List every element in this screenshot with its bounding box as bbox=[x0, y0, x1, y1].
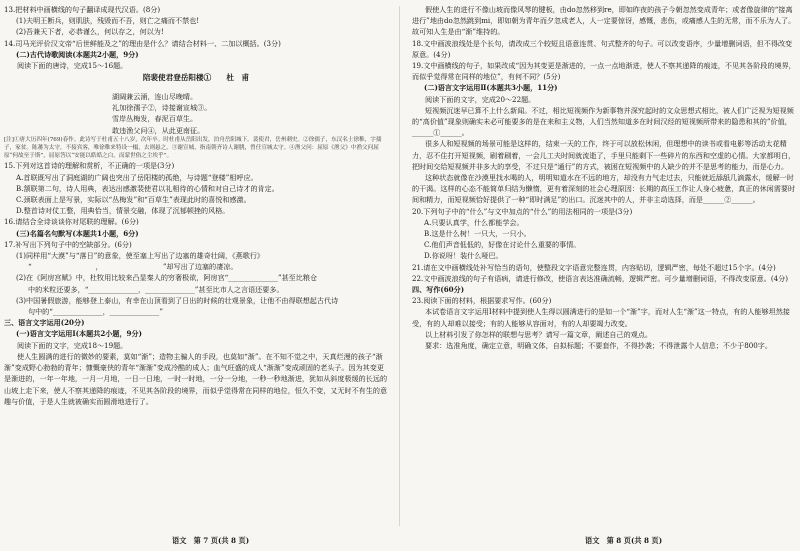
right-text-line: 短视频沉迷早已算不上什么新闻。不过，相比短视频作为新事物并深究起时的文众思想式相比，被人们广泛视为短视频的“高价值”现象则确实未必可能要多的是在来和主义物，人们当然知道多在时间汉经的短视频所带来的隐患和其的”价值，______①______。 bbox=[412, 105, 794, 138]
left-text-line: 敢违渔父问④，从此更南征。 bbox=[112, 125, 205, 135]
left-page-column bbox=[4, 4, 388, 407]
page-divider bbox=[399, 6, 400, 526]
left-text-line: 阅读下面的唐诗，完成15～16题。 bbox=[17, 61, 128, 71]
left-text-line: (1)夫明王断兵，则肌肤，残毁而不吾，则亡之痛而不禁也! bbox=[16, 16, 200, 26]
right-text-line: 以上材料引发了你怎样的联想与思考？请写一篇文章，阐述自己的观点。 bbox=[425, 329, 652, 339]
right-text-line: 很多人和短视频的场景可能是这样的，结束一天的工作，终于可以放松休闲，但理想中的读书或看电影等活动太花精力，忍不住打开短视频，刷着刷着，一会儿工夫时间就流逝了，手里只能剩下一些碎片的东西和空虚的心情。大家都明白，把时间交给短视频并非多大的享受，不过只是“通行”的方式，被困在短视频中的人缺少的并不是思考的能力，而是心力。 bbox=[412, 139, 796, 171]
right-text-line: 阅读下面的文字，完成20～22题。 bbox=[425, 94, 536, 104]
left-text-line: 13.把材料中画横线的句子翻译成现代汉语。(8分) bbox=[4, 5, 161, 14]
left-text-line: 三、语言文字运用(20分) bbox=[4, 318, 85, 328]
right-text-line: 假使人生的进行不像山坡而像风琴的键板，由do忽然移到re，即如昨夜的孩子今朝忽然变成青年；或者像旋律的“接离进行”地由do忽然跳到mi，即如朝为青年而夕忽成老人，人一定要惊讶，感慨，悲伤，或痛感人生的无常，而不乐为人了。故可知人生是由“渐”维持的。 bbox=[412, 5, 796, 37]
right-text-line: 四、写作(60分) bbox=[412, 285, 465, 295]
left-text-line: 湖阔兼云涌，连山尽晚晴。 bbox=[112, 92, 198, 102]
left-text-line: C.颈联表面上是写景，实际以“丛梅发”和“百草生”表现此时的喜悦和感激。 bbox=[16, 195, 251, 205]
right-text-line: D.你说呀！装什么哑巴。 bbox=[424, 251, 503, 261]
left-text-line: 15.下列对这首诗的理解和赏析，不正确的一项是(3分) bbox=[4, 161, 175, 171]
right-text-line: 这种状态就像在沙漠里找水喝的人，明明知道水在不远的地方，却没有力气走过去，只能就近舔舐几滴露水，缓解一时的干渴。这样的心态不能简单归结为懒惰，更有着深刻的社会心理原因：长期的高压工作让人身心疲惫，真正的休闲需要时间和精力，而短视频恰好提供了一种“即时满足”的出口。沉迷其中的人，并非主动选择，而是______②______。 bbox=[412, 173, 796, 205]
left-text-line: 阅读下面的文字，完成18～19题。 bbox=[17, 340, 128, 350]
right-text-line: 20.下列句子中的“什么”与文中加点的“什么”的用法相同的一项是(3分) bbox=[412, 206, 633, 216]
right-text-line: 23.阅读下面的材料，根据要求写作。(60分) bbox=[412, 296, 552, 306]
left-text-line: 16.请结合全诗谈谈你对尾联的理解。(6分) bbox=[4, 217, 139, 227]
right-text-line: 19.文中画横线的句子，如果改成“因为其变更是渐进的，一点一点地渐进，使人不察其递降的痕迹，不见其各阶段的境界，而似乎觉得常在同样的地位”，有何不同？(5分) bbox=[412, 61, 796, 82]
left-text-line: B.颔联第二句，诗人用典，表达出感激裴使君以礼相待的心情和对自己诗才的肯定。 bbox=[16, 183, 279, 193]
right-text-line: 18.文中画波浪线处是个长句，请改成三个较短且语意连贯、句式整齐的句子。可以改变语序，少量增删词语，但不得改变原意。(4分) bbox=[412, 38, 793, 59]
left-text-line: 17.补写出下列句子中的空缺部分。(6分) bbox=[4, 239, 132, 249]
left-text-line: 14.司马光评价汉文帝“后世鲜能及之”的理由是什么？请结合材料一、二加以概括。(3分) bbox=[4, 38, 281, 48]
left-text-line: (2)在《阿房宫赋》中，杜牧用比较来凸显秦人的穷奢极欲，阿房宫“______________”甚至比粮仓 bbox=[16, 273, 318, 283]
right-text-line: (二)语言文字运用Ⅱ(本题共3小题，11分) bbox=[424, 83, 558, 93]
left-text-line: 陪裴使君登岳阳楼① 杜 甫 bbox=[142, 73, 250, 83]
left-text-line: 中的米粒还要多，“______________，______________”甚至比市人之言语还要多。 bbox=[28, 284, 284, 294]
left-text-line: 礼加徐孺子②，诗接谢宣城③。 bbox=[112, 103, 212, 113]
left-text-line: D.整首诗对仗工整，用典恰当，情景交融，体现了沉郁顿挫的风格。 bbox=[16, 206, 230, 216]
left-text-line: (1)同样用“大漠”与“落日”的意象，使至塞上写出了边塞的雄奇壮阔，《燕歌行》 bbox=[16, 251, 265, 261]
right-text-line: 21.请在文中画横线处补写恰当的语句，使整段文字语意完整连贯，内容贴切，逻辑严密，每处不超过15个字。(4分) bbox=[412, 262, 776, 272]
left-text-line: (二)古代诗歌阅读(本题共2小题，9分) bbox=[16, 49, 139, 59]
left-text-line: 使人生圆满的进行的微妙的要素，莫如“渐”；造物主骗人的手段，也莫如“渐”。在不知不觉之中，天真烂漫的孩子“渐渐”变成野心勃勃的青年；慷慨豪侠的青年“渐渐”变成冷酷的成人；血气旺盛的成人“渐渐”变成顽固的老头子。因为其变更是渐进的，一年一年地，一月一月地，一日一日地，一时一时地，一分一分地，一秒一秒地渐进，犹如从斜度极缓的长远的山坡上走下来，使人不察其递降的痕迹，不见其各阶段的境界，而似乎觉得常在同样的地位，恒久不变，又无时不有生的意趣与价值，于是人生就被确实而圆滑地进行了。 bbox=[4, 351, 388, 406]
right-text-line: 22.文中画波浪线的句子有语病，请进行修改，使语言表达准确流畅，逻辑严密。可少量增删词语，不得改变原意。(4分) bbox=[412, 273, 789, 283]
right-text-line: 本试卷语言文字运用Ⅰ材料中提到使人生得以圆满进行的是如一个“渐”字，而对人生“渐”这一特点，有的人能够坦然接受，有的人却难以接受；有的人能够从容面对，有的人却要竭力改变。 bbox=[412, 307, 790, 328]
left-text-line: A.首联既写出了洞庭湖的广阔也突出了岳阳楼的孤绝，与诗题“登楼”相呼应。 bbox=[16, 172, 258, 182]
left-text-line: (一)语言文字运用Ⅰ(本题共2小题，9分) bbox=[16, 329, 142, 339]
left-text-line: 句中的“______________，______________” bbox=[28, 307, 163, 317]
left-text-line: (2)吾兼天下者，必恭谨么，何以存之，何以为! bbox=[16, 27, 164, 37]
left-text-line: “ ， ”却写出了边塞的凄凉。 bbox=[28, 262, 238, 272]
left-text-line: (三)名篇名句默写(本题共1小题，6分) bbox=[16, 228, 139, 238]
right-text-line: 要求：选准角度，确定立意，明确文体，自拟标题；不要套作，不得抄袭；不得泄露个人信息；不少于800字。 bbox=[425, 341, 772, 351]
right-page-column bbox=[412, 4, 796, 351]
left-text-line: (3)中国暑假旅游，能够登上泰山，有幸在山顶看到了日出的时候的壮观景象，让他不由得联想起古代诗 bbox=[16, 295, 339, 305]
right-text-line: B.这是什么树！一只大，一只小。 bbox=[424, 229, 531, 239]
right-text-line: C.他们声音低低的，好像在讨论什么重要的事情。 bbox=[424, 240, 581, 250]
right-text-line: A.只要认真学，什么都能学会。 bbox=[424, 217, 524, 227]
left-text-line: 雪岸丛梅发，春泥百草生。 bbox=[112, 114, 198, 124]
left-text-line: [注]①唐大历四年(769)春作。此诗写于杜甫五十八岁，次年卒。时杜甫从岳阳出发，泊舟岳阳城下。裴使君，岳州刺史。②徐孺子，东汉名士徐稚，字孺子，家贫。陈蕃为太守，不接宾客，唯徐稚来特设一榻，去则悬之。③谢宣城，指南朝齐诗人谢朓，曾任宣城太守。④渔父问：屈原《渔父》中渔父问屈原“何故至于斯”，屈原答以“安能以皓皓之白，而蒙世俗之尘埃乎”。 bbox=[4, 136, 382, 160]
right-page-footer: 语文 第 8 页(共 8 页) bbox=[585, 536, 663, 545]
left-page-footer: 语文 第 7 页(共 8 页) bbox=[172, 536, 250, 545]
